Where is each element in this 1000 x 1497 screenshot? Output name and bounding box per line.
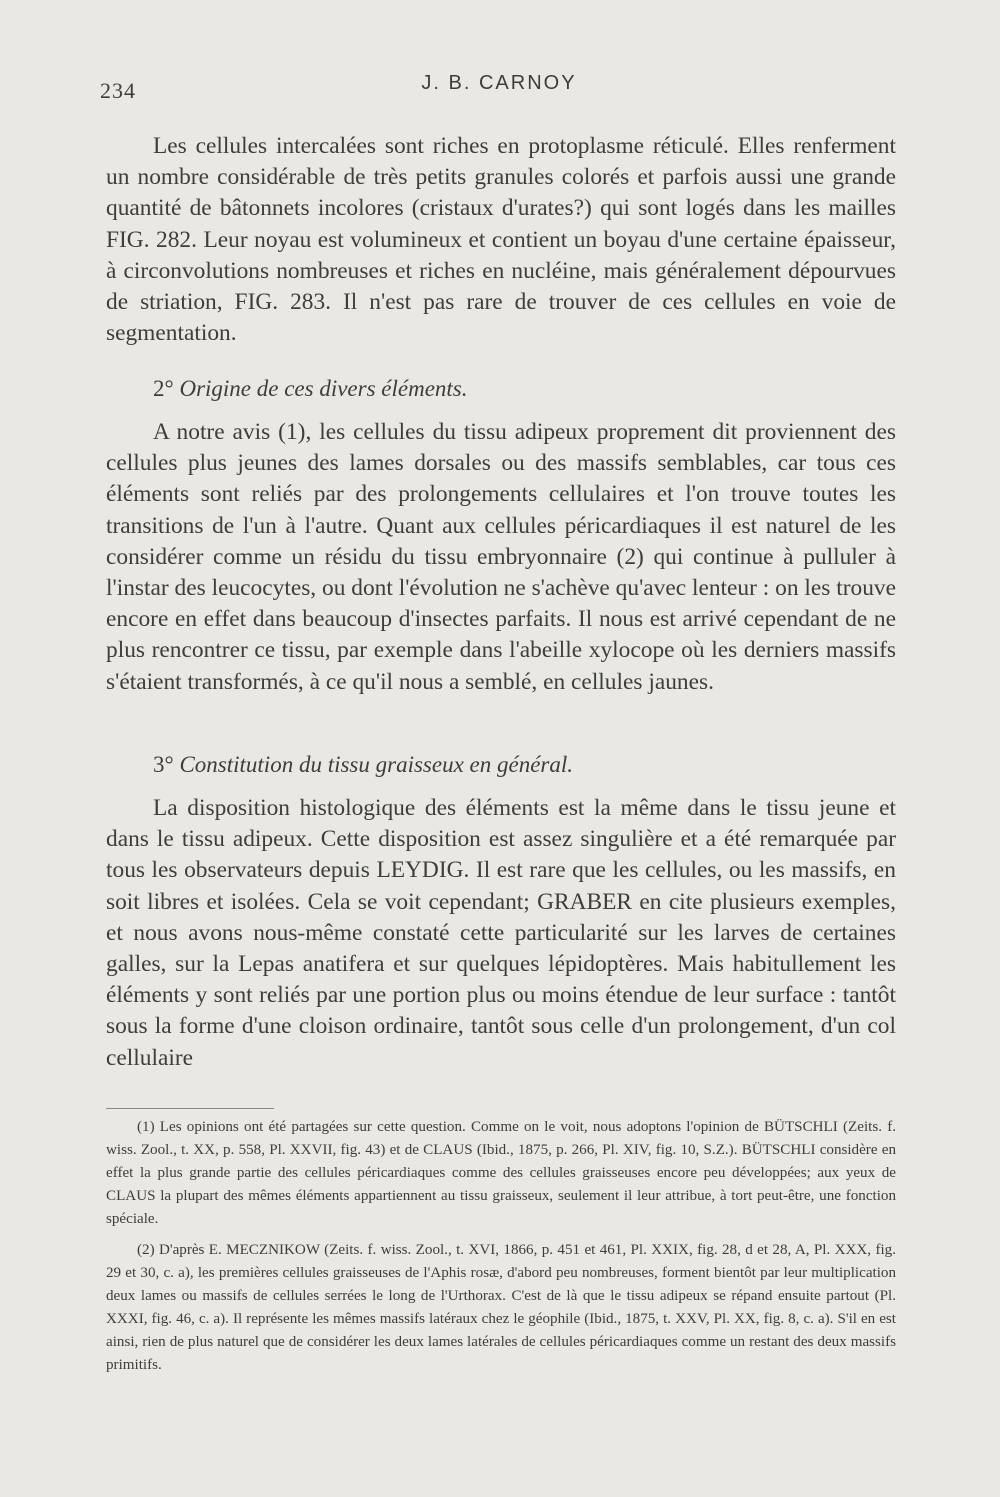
page-number: 234 (100, 78, 136, 103)
section-heading-constitution (153, 749, 893, 780)
footnote-1: (1) Les opinions ont été partagées sur cette question. Comme on le voit, nous adoptons l'opinion de BÜTSCHLI (Zeits. f. wiss. Zool., t. XX, p. 558, Pl. XXVII, fig. 43) et de CLAUS (Ibid., 1875, p. 266, Pl. XIV, fig. 10, S.Z.). BÜTSCHLI considère en effet la plus grande partie des cellules péricardiaques comme des cellules graisseuses encore peu développées; aux yeux de CLAUS la plupart des mêmes éléments appartiennent au tissu graisseux, seulement il leur attribue, à tort peut-être, une fonction spéciale. (106, 1119, 896, 1227)
page-header (100, 72, 898, 112)
running-head: J. B. CARNOY (421, 72, 577, 94)
section-title: Constitution du tissu graisseux en général. (179, 752, 574, 777)
section-number: 2° (153, 376, 174, 401)
paragraph-intercalated-cells: Les cellules intercalées sont riches en protoplasme réticulé. Elles renferment un nombre considérable de très petits granules colorés et parfois aussi une grande quantité de bâtonnets incolores (cristaux d'urates?) qui sont logés dans les mailles FIG. 282. Leur noyau est volumineux et contient un boyau d'une certaine épaisseur, à circonvolutions nombreuses et riches en nucléine, mais généralement dépourvues de striation, FIG. 283. Il n'est pas rare de trouver de ces cellules en voie de segmentation. (106, 133, 896, 347)
section-heading-origin (153, 373, 893, 404)
section-title: Origine de ces divers éléments. (179, 376, 468, 401)
paragraph-constitution: La disposition histologique des éléments est la même dans le tissu jeune et dans le tissu adipeux. Cette disposition est assez singulière et a été remarquée par tous les observateurs depuis LEYDIG. Il est rare que les cellules, ou les massifs, en soit libres et isolées. Cela se voit cependant; GRABER en cite plusieurs exemples, et nous avons nous-même constaté cette particularité sur les larves de certaines galles, sur la Lepas anatifera et sur quelques lépidoptères. Mais habitullement les éléments y sont reliés par une portion plus ou moins étendue de leur surface : tantôt sous la forme d'une cloison ordinaire, tantôt sous celle d'un prolongement, d'un col cellulaire (106, 795, 896, 1071)
paragraph-origin: A notre avis (1), les cellules du tissu adipeux proprement dit proviennent des cellules plus jeunes des lames dorsales ou des massifs semblables, car tous ces éléments sont reliés par des prolongements cellulaires et l'on trouve toutes les transitions de l'un à l'autre. Quant aux cellules péricardiaques il est naturel de les considérer comme un résidu du tissu embryonnaire (2) qui continue à pulluler à l'instar des leucocytes, ou dont l'évolution ne s'achève qu'avec lenteur : on les trouve encore en effet dans beaucoup d'insectes parfaits. Il nous est arrivé cependant de ne plus rencontrer ce tissu, par exemple dans l'abeille xylocope où les derniers massifs s'étaient transformés, à ce qu'il nous a semblé, en cellules jaunes. (106, 419, 896, 695)
footnote-rule (106, 1108, 274, 1109)
footnote-2: (2) D'après E. MECZNIKOW (Zeits. f. wiss. Zool., t. XVI, 1866, p. 451 et 461, Pl. XXIX, fig. 28, d et 28, A, Pl. XXX, fig. 29 et 30, c. a), les premières cellules graisseuses de l'Aphis rosæ, d'abord peu nombreuses, forment bientôt par leur multiplication deux lames ou massifs de cellules serrées le long de l'Urthorax. C'est de là que le tissu adipeux se répand ensuite partout (Pl. XXXI, fig. 46, c. a). Il représente les mêmes massifs latéraux chez le géophile (Ibid., 1875, t. XXV, Pl. XX, fig. 8, c. a). S'il en est ainsi, rien de plus naturel que de considérer les deux lames latérales de cellules péricardiaques comme un restant des deux massifs primitifs. (106, 1242, 896, 1373)
section-number: 3° (153, 752, 174, 777)
